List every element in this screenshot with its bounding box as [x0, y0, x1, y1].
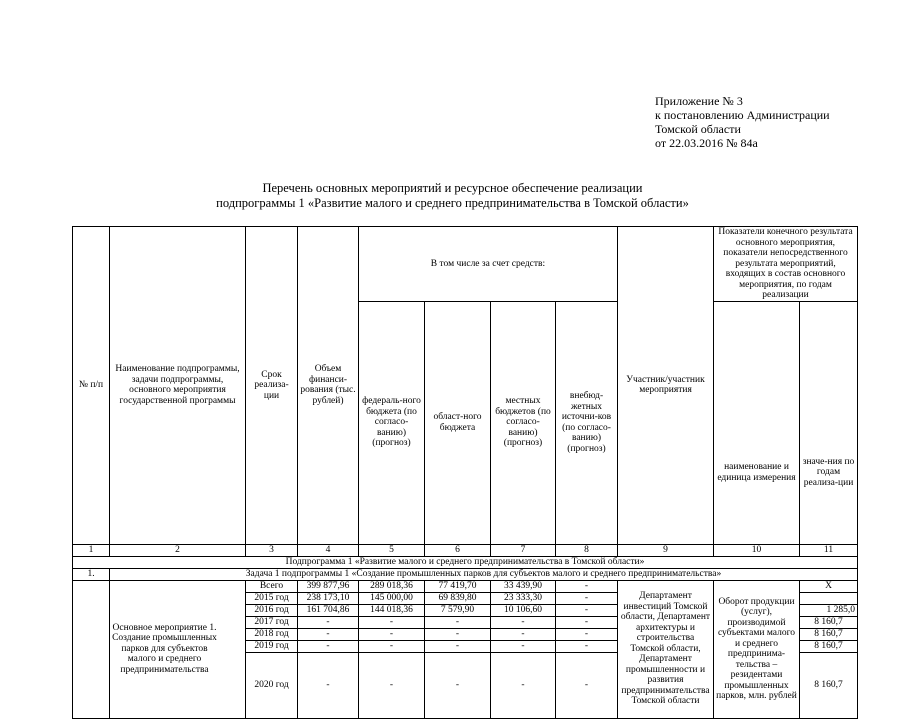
column-number: 2	[110, 544, 246, 556]
total-cell: 238 173,10	[298, 592, 359, 604]
column-number: 6	[425, 544, 491, 556]
indicator-value-cell: 8 160,7	[800, 640, 858, 652]
indicator-value-cell: 8 160,7	[800, 628, 858, 640]
task-title: Задача 1 подпрограммы 1 «Создание промышленных парков для субъектов малого и среднего предпринимательства»	[110, 568, 858, 580]
indicator-value-cell: 8 160,7	[800, 652, 858, 718]
year-cell: 2016 год	[246, 604, 298, 616]
year-cell: 2015 год	[246, 592, 298, 604]
title-line-2: подпрограммы 1 «Развитие малого и среднего предпринимательства в Томской области»	[216, 196, 689, 210]
participant-cell: Департамент инвестиций Томской области, Департамент архитектуры и строительства Томской области, Департамент промышленности и развития предпринимательства Томской области	[618, 580, 714, 718]
indicator-value-cell: 8 160,7	[800, 616, 858, 628]
local-cell: 23 333,30	[491, 592, 556, 604]
year-cell: 2020 год	[246, 652, 298, 718]
indicator-value-cell	[800, 592, 858, 604]
indicator-value-cell: 1 285,0	[800, 604, 858, 616]
federal-cell: 145 000,00	[359, 592, 425, 604]
header-name: Наименование подпрограммы, задачи подпрограммы, основного мероприятия государственной программы	[110, 227, 246, 545]
local-cell: 10 106,60	[491, 604, 556, 616]
regional-cell: -	[425, 652, 491, 718]
document-title	[0, 181, 905, 211]
offbudget-cell: -	[556, 652, 618, 718]
local-cell: 33 439,90	[491, 580, 556, 592]
header-federal: федераль-ного бюджета (по согласо-ванию) (прогноз)	[359, 301, 425, 544]
regional-cell: -	[425, 628, 491, 640]
header-local: местных бюджетов (по согласо-ванию) (прогноз)	[491, 301, 556, 544]
header-indicator-value: значе-ния по годам реализа-ции	[800, 301, 858, 544]
appendix-line: Приложение № 3	[655, 94, 743, 108]
year-cell: 2019 год	[246, 640, 298, 652]
federal-cell: -	[359, 616, 425, 628]
indicator-name-cell: Оборот продукции (услуг), производимой субъектами малого и среднего предпринима-тельства – резидентами промышленных парков, млн. рублей	[714, 580, 800, 718]
column-number: 3	[246, 544, 298, 556]
header-term: Срок реализа-ции	[246, 227, 298, 545]
offbudget-cell: -	[556, 604, 618, 616]
federal-cell: 144 018,36	[359, 604, 425, 616]
activity-name: Основное мероприятие 1. Создание промышленных парков для субъектов малого и среднего предпринимательства	[110, 580, 246, 718]
task-num: 1.	[73, 568, 110, 580]
year-cell: Всего	[246, 580, 298, 592]
column-number: 9	[618, 544, 714, 556]
header-indicators: Показатели конечного результата основного мероприятия, показатели непосредственного результата мероприятий, входящих в состав основного мероприятия, по годам реализации	[714, 227, 858, 302]
total-cell: -	[298, 652, 359, 718]
header-offbudget: внебюд-жетных источни-ков (по согласо-ванию) (прогноз)	[556, 301, 618, 544]
local-cell: -	[491, 652, 556, 718]
appendix-line: Томской области	[655, 122, 741, 136]
federal-cell: -	[359, 640, 425, 652]
regional-cell: 69 839,80	[425, 592, 491, 604]
header-including: В том числе за счет средств:	[359, 227, 618, 302]
column-number: 10	[714, 544, 800, 556]
column-number: 4	[298, 544, 359, 556]
indicator-value-cell: Х	[800, 580, 858, 592]
offbudget-cell: -	[556, 580, 618, 592]
header-num: № п/п	[73, 227, 110, 545]
total-cell: -	[298, 640, 359, 652]
activities-table	[72, 226, 858, 719]
title-line-1: Перечень основных мероприятий и ресурсное обеспечение реализации	[262, 181, 643, 195]
federal-cell: -	[359, 628, 425, 640]
column-number: 11	[800, 544, 858, 556]
appendix-note	[655, 94, 830, 150]
local-cell: -	[491, 640, 556, 652]
regional-cell: -	[425, 640, 491, 652]
federal-cell: 289 018,36	[359, 580, 425, 592]
year-cell: 2018 год	[246, 628, 298, 640]
subprogram-row	[73, 556, 858, 568]
total-cell: -	[298, 628, 359, 640]
offbudget-cell: -	[556, 628, 618, 640]
subprogram-title: Подпрограмма 1 «Развитие малого и среднего предпринимательства в Томской области»	[73, 556, 858, 568]
local-cell: -	[491, 628, 556, 640]
year-cell: 2017 год	[246, 616, 298, 628]
federal-cell: -	[359, 652, 425, 718]
header-regional: област-ного бюджета	[425, 301, 491, 544]
local-cell: -	[491, 616, 556, 628]
column-number: 7	[491, 544, 556, 556]
column-number: 8	[556, 544, 618, 556]
column-number: 5	[359, 544, 425, 556]
offbudget-cell: -	[556, 640, 618, 652]
regional-cell: -	[425, 616, 491, 628]
header-participant: Участник/участник мероприятия	[618, 227, 714, 545]
regional-cell: 7 579,90	[425, 604, 491, 616]
header-indicator-name: наименование и единица измерения	[714, 301, 800, 544]
offbudget-cell: -	[556, 616, 618, 628]
total-cell: 161 704,86	[298, 604, 359, 616]
offbudget-cell: -	[556, 592, 618, 604]
column-numbers-row	[73, 544, 858, 556]
regional-cell: 77 419,70	[425, 580, 491, 592]
appendix-line: к постановлению Администрации	[655, 108, 830, 122]
table-row	[73, 580, 858, 592]
total-cell: 399 877,96	[298, 580, 359, 592]
header-volume: Объем финанси-рования (тыс. рублей)	[298, 227, 359, 545]
activity-num-cell	[73, 580, 110, 718]
column-number: 1	[73, 544, 110, 556]
total-cell: -	[298, 616, 359, 628]
appendix-line: от 22.03.2016 № 84а	[655, 136, 758, 150]
task-row	[73, 568, 858, 580]
